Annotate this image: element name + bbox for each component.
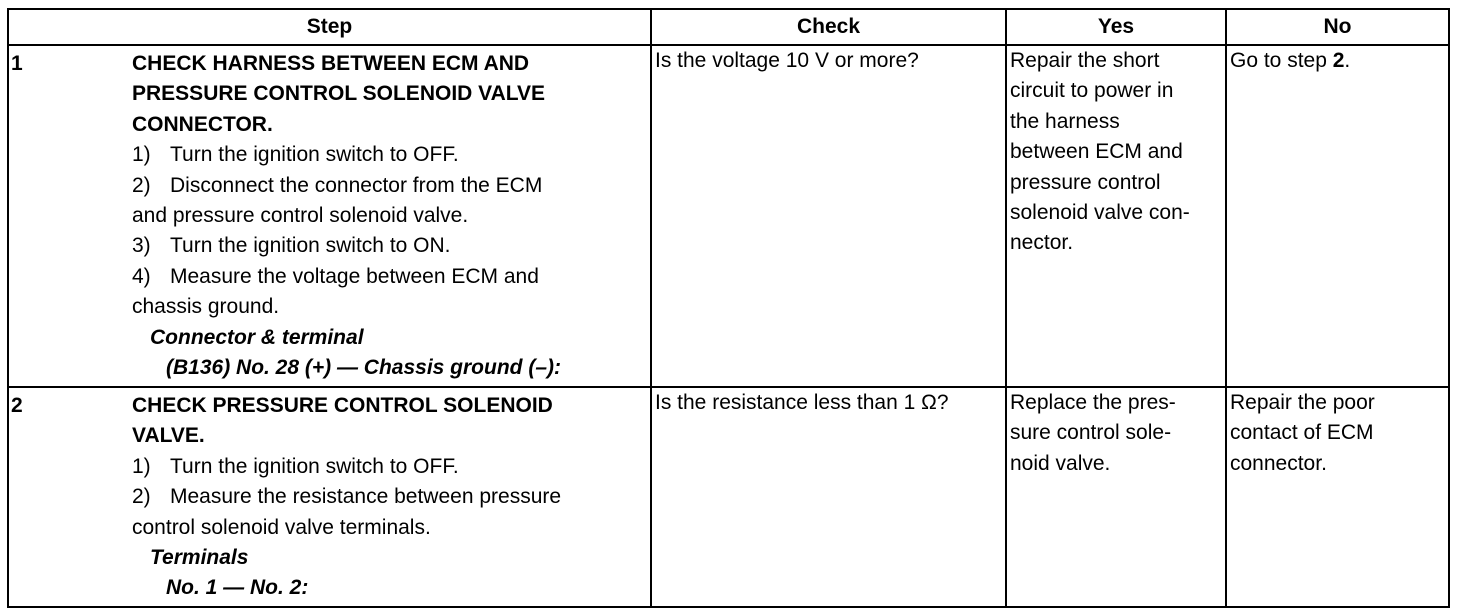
procedure-item: 2) Disconnect the connector from the ECM: [132, 173, 543, 197]
step-title: CONNECTOR.: [132, 112, 273, 136]
column-header-step: Step: [8, 9, 651, 45]
step-number: 2: [11, 394, 23, 417]
procedure-item: 3) Turn the ignition switch to ON.: [132, 234, 451, 258]
step-reference-link[interactable]: 2: [1332, 49, 1345, 72]
step-body: [132, 46, 647, 383]
column-header-yes: Yes: [1006, 9, 1226, 45]
spec-value: No. 1 — No. 2:: [166, 576, 309, 600]
step-number: 1: [11, 52, 23, 75]
check-cell: Is the resistance less than 1 Ω?: [651, 387, 1006, 607]
procedure-item-continued: control solenoid valve terminals.: [132, 515, 431, 539]
check-cell: Is the voltage 10 V or more?: [651, 45, 1006, 387]
procedure-item-continued: and pressure control solenoid valve.: [132, 204, 469, 228]
step-title: PRESSURE CONTROL SOLENOID VALVE: [132, 82, 546, 106]
step-title: CHECK HARNESS BETWEEN ECM AND: [132, 52, 530, 75]
procedure-item-continued: chassis ground.: [132, 295, 280, 319]
no-cell: Go to step 2.: [1226, 45, 1449, 387]
step-title: CHECK PRESSURE CONTROL SOLENOID: [132, 394, 553, 417]
spec-value: (B136) No. 28 (+) — Chassis ground (–):: [166, 356, 561, 380]
yes-cell: Replace the pres- sure control sole- noid valve.: [1006, 387, 1226, 607]
column-header-check: Check: [651, 9, 1006, 45]
spec-label: Connector & terminal: [150, 325, 364, 349]
diagnostic-procedure-table: [7, 8, 1450, 608]
no-cell: Repair the poor contact of ECM connector.: [1226, 387, 1449, 607]
step-title: VALVE.: [132, 424, 205, 448]
step-body: [132, 388, 647, 604]
step-cell: [8, 45, 651, 387]
table-header-row: [8, 9, 1449, 45]
spec-label: Terminals: [150, 546, 249, 570]
column-header-no: No: [1226, 9, 1449, 45]
procedure-item: 1) Turn the ignition switch to OFF.: [132, 143, 459, 167]
yes-cell: Repair the short circuit to power in the harness between ECM and pressure control solenoid valve con- nector.: [1006, 45, 1226, 387]
procedure-item: 1) Turn the ignition switch to OFF.: [132, 454, 459, 478]
procedure-item: 4) Measure the voltage between ECM and: [132, 264, 539, 288]
table-row: [8, 387, 1449, 607]
procedure-item: 2) Measure the resistance between pressure: [132, 485, 562, 509]
step-cell: [8, 387, 651, 607]
table-row: [8, 45, 1449, 387]
